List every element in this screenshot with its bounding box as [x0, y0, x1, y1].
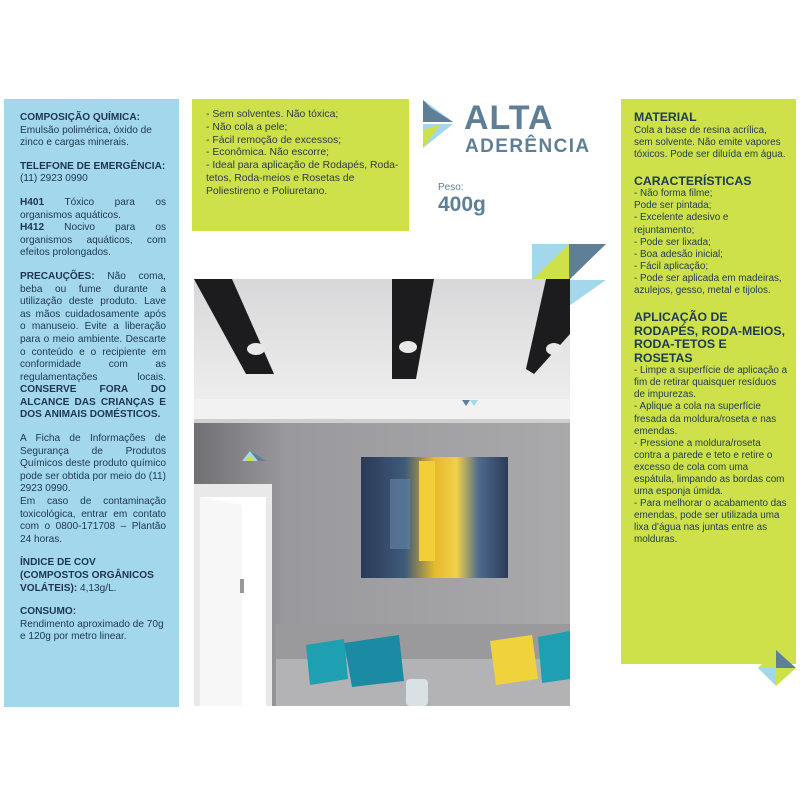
caracteristica-item: - Excelente adesivo e rejuntamento; [634, 212, 729, 236]
h412-statement [20, 222, 166, 260]
product-title [464, 100, 614, 158]
consumo-title: CONSUMO: [20, 606, 77, 618]
corner-triangles-decoration [758, 650, 796, 686]
aplicacao-step: - Aplique a cola na superfície fresada da moldura/roseta e nas emendas. [634, 401, 777, 437]
feature-line: - Econômica. Não escorre; [206, 147, 330, 159]
h412-code: H412 [20, 222, 45, 234]
aplicacao-title: APLICAÇÃO DE RODAPÉS, RODA-MEIOS, RODA-TETOS E ROSETAS [634, 310, 785, 365]
peso-label: Peso: [438, 182, 464, 193]
composicao-title: COMPOSIÇÃO QUÍMICA: [20, 112, 141, 123]
cov-value: 4,13g/L. [77, 582, 117, 594]
telefone-text: (11) 2923 0990 [20, 173, 88, 185]
feature-line: - Ideal para aplicação de Rodapés, Roda-tetos, Roda-meios e Rosetas de Poliestireno e Poliuretano. [206, 160, 399, 197]
caracteristicas-title: CARACTERÍSTICAS [634, 173, 752, 188]
safety-info-panel [4, 99, 179, 707]
material-title: MATERIAL [634, 110, 697, 124]
aplicacao-step: - Para melhorar o acabamento das emendas, pode ser utilizada uma lixa d'água nas juntas entre as molduras. [634, 498, 787, 546]
feature-line: - Fácil remoção de excessos; [206, 134, 342, 146]
consumo-text: Rendimento aproximado de 70g e 120g por metro linear. [20, 618, 164, 643]
caracteristica-item: Pode ser pintada; [634, 200, 712, 212]
contaminacao-text: Em caso de contaminação toxicológica, entrar em contato com o 0800-171708 – Plantão 24 horas. [20, 496, 166, 545]
material-text: Cola a base de resina acrílica, sem solvente. Não emite vapores tóxicos. Pode ser diluída em água. [634, 124, 786, 160]
features-panel [192, 99, 409, 231]
peso-value: 400g [438, 193, 486, 216]
caracteristica-item: - Pode ser lixada; [634, 236, 711, 248]
telefone-title: TELEFONE DE EMERGÊNCIA: [20, 160, 166, 172]
caracteristica-item: - Fácil aplicação; [634, 260, 709, 272]
cov-paragraph [20, 557, 166, 595]
title-alta: ALTA [464, 99, 554, 137]
caracteristica-item: - Não forma filme; [634, 188, 713, 200]
composicao-text: Emulsão polimérica, óxido de zinco e cargas minerais. [20, 124, 152, 149]
h401-code: H401 [20, 196, 45, 208]
feature-line: - Não cola a pele; [206, 121, 288, 133]
caracteristica-item: - Boa adesão inicial; [634, 248, 723, 260]
h412-text: Nocivo para os organismos aquáticos, com efeitos prolongados. [20, 222, 166, 259]
living-room-illustration [194, 279, 570, 706]
feature-line: - Sem solventes. Não tóxica; [206, 109, 339, 120]
aplicacao-step: - Limpe a superfície de aplicação a fim de retirar quaisquer resíduos de impurezas. [634, 365, 788, 401]
cov-title: ÍNDICE DE COV (COMPOSTOS ORGÂNICOS VOLÁTEIS): [20, 557, 154, 594]
title-aderencia: ADERÊNCIA [465, 136, 591, 157]
h401-statement [20, 197, 166, 222]
precaucoes-warning: CONSERVE FORA DO ALCANCE DAS CRIANÇAS E DOS ANIMAIS DOMÉSTICOS. [20, 384, 166, 421]
arrow-logo-icon [423, 100, 455, 152]
precaucoes-paragraph [20, 271, 166, 422]
caracteristica-item: - Pode ser aplicada em madeiras, azulejos, gesso, metal e tijolos. [634, 272, 782, 297]
aplicacao-step: - Pressione a moldura/roseta contra a parede e teto e retire o excesso de cola com uma espátula, limpando as bordas com uma esponja úmida. [634, 437, 785, 498]
h401-text: Tóxico para os organismos aquáticos. [20, 196, 166, 221]
precaucoes-title: PRECAUÇÕES: [20, 270, 95, 282]
precaucoes-text: Não coma, beba ou fume durante a utilização deste produto. Lave as mãos cuidadosamente após o manuseio. Evite a liberação para o meio ambiente. Descarte o conteúdo e o recipiente em conformidade com as regulamentações locais. [20, 270, 166, 383]
ficha-text: A Ficha de Informações de Segurança de Produtos Químicos deste produto químico pode ser obtida por meio do (11) 2923 0990. [20, 433, 166, 495]
technical-info-panel [621, 99, 796, 664]
living-room-photo [194, 279, 570, 706]
